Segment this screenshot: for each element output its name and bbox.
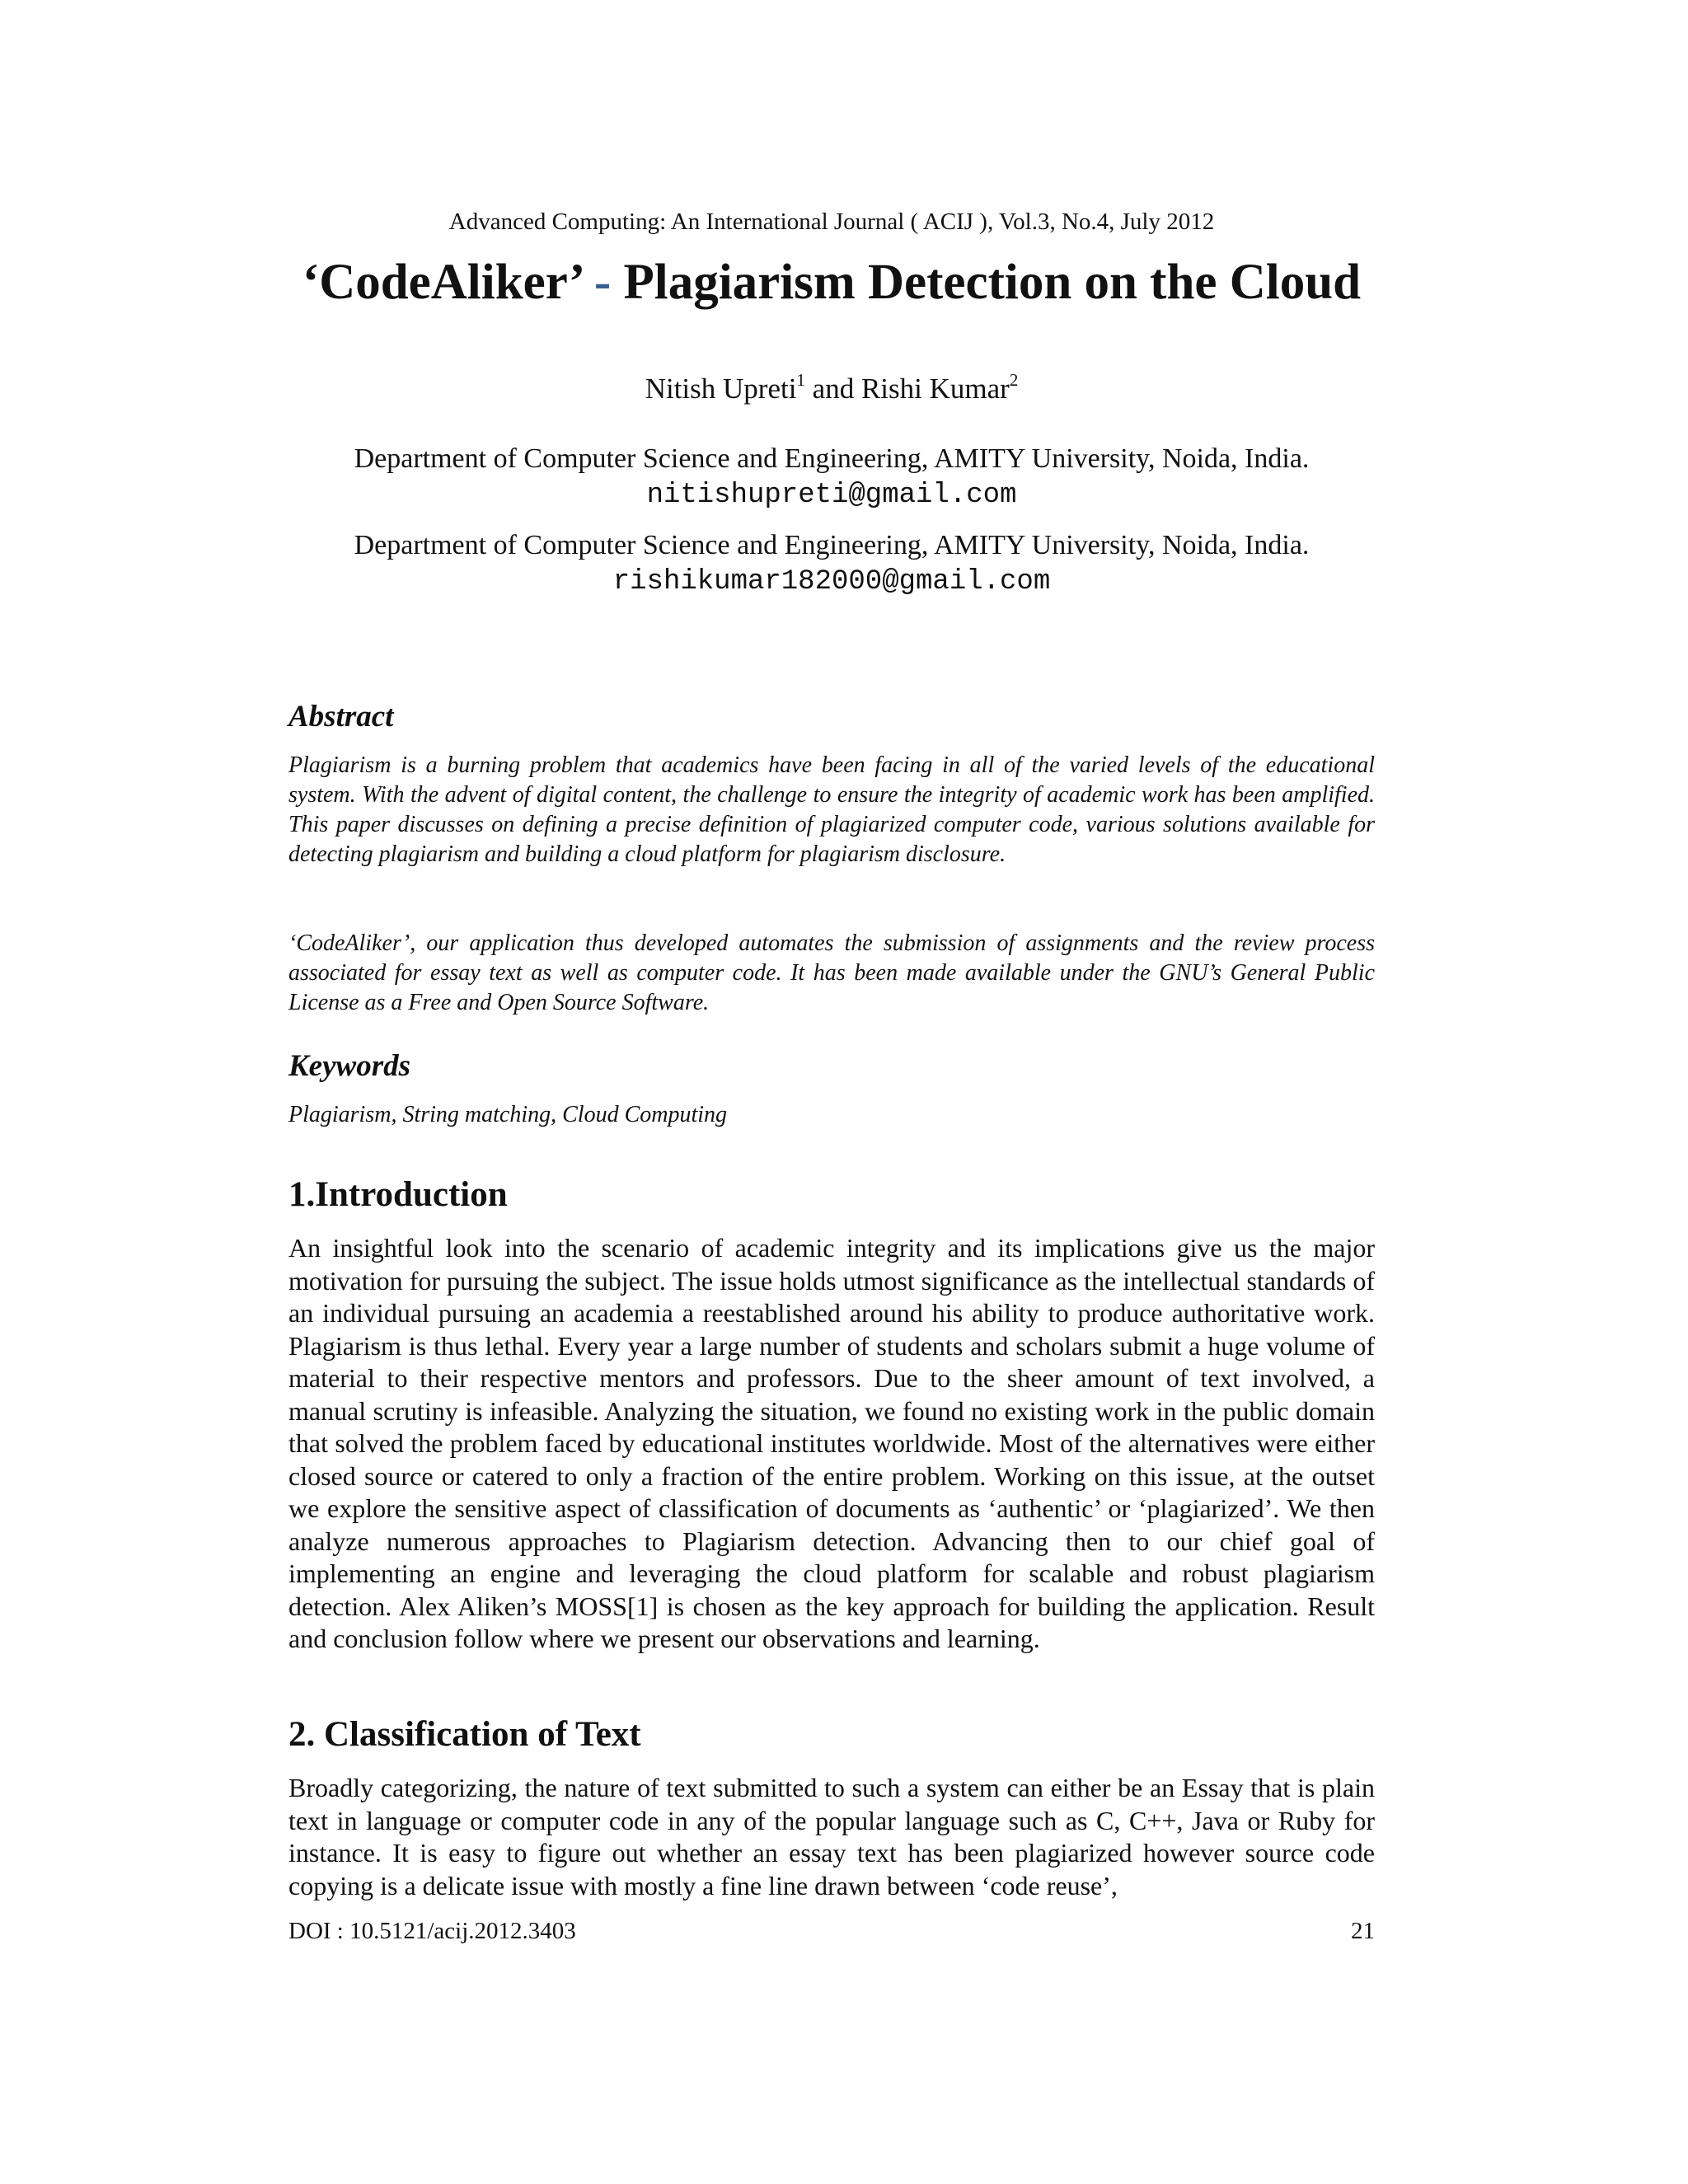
affiliation-2: Department of Computer Science and Engineering, AMITY University, Noida, India. xyxy=(354,530,1310,560)
author-line xyxy=(288,371,1375,407)
author-1: Nitish Upreti xyxy=(645,373,797,405)
doi: DOI : 10.5121/acij.2012.3403 xyxy=(288,1918,576,1944)
title-dash: - xyxy=(581,255,624,310)
abstract-paragraph-1: Plagiarism is a burning problem that academics have been facing in all of the varied levels of the educational system. With the advent of digital content, the challenge to ensure the integrity of academic work has been amplified. This paper discusses on defining a precise definition of plagiarized computer code, various solutions available for detecting plagiarism and building a cloud platform for plagiarism disclosure. xyxy=(288,752,1375,867)
keywords-heading: Keywords xyxy=(288,1049,410,1083)
email-2: rishikumar182000@gmail.com xyxy=(612,566,1051,598)
keywords-text: Plagiarism, String matching, Cloud Computing xyxy=(288,1102,728,1127)
section-heading-introduction: 1.Introduction xyxy=(288,1175,508,1214)
section-heading-classification: 2. Classification of Text xyxy=(288,1715,641,1754)
affiliation-1: Department of Computer Science and Engineering, AMITY University, Noida, India. xyxy=(354,443,1310,474)
section-body-introduction: An insightful look into the scenario of academic integrity and its implications give us the major motivation for pursuing the subject. The issue holds utmost significance as the intellectual standards of an individual pursuing an academia a reestablished around his ability to produce authoritative work. Plagiarism is thus lethal. Every year a large number of students and scholars submit a huge volume of material to their respective mentors and professors. Due to the sheer amount of text involved, a manual scrutiny is infeasible. Analyzing the situation, we found no existing work in the public domain that solved the problem faced by educational institutes worldwide. Most of the alternatives were either closed source or catered to only a fraction of the entire problem. Working on this issue, at the outset we explore the sensitive aspect of classification of documents as ‘authentic’ or ‘plagiarized’. We then analyze numerous approaches to Plagiarism detection. Advancing then to our chief goal of implementing an engine and leveraging the cloud platform for scalable and robust plagiarism detection. Alex Aliken’s MOSS[1] is chosen as the key approach for building the application. Result and conclusion follow where we present our observations and learning. xyxy=(288,1233,1375,1653)
title-part-2: Plagiarism Detection on the Cloud xyxy=(623,255,1362,310)
running-head: Advanced Computing: An International Journal ( ACIJ ), Vol.3, No.4, July 2012 xyxy=(448,209,1215,235)
author-1-superscript: 1 xyxy=(796,370,805,390)
email-1: nitishupreti@gmail.com xyxy=(646,480,1017,511)
page-number: 21 xyxy=(1351,1918,1375,1944)
title-part-1: ‘CodeAliker’ xyxy=(302,255,582,310)
abstract-paragraph-2: ‘CodeAliker’, our application thus developed automates the submission of assignments and the review process associated for essay text as well as computer code. It has been made available under the GNU’s General Public License as a Free and Open Source Software. xyxy=(288,930,1375,1015)
author-2-superscript: 2 xyxy=(1009,370,1019,390)
abstract-heading: Abstract xyxy=(288,700,394,733)
section-body-classification: Broadly categorizing, the nature of text submitted to such a system can either be an Essay that is plain text in language or computer code in any of the popular language such as C, C++, Java or Ruby for instance. It is easy to figure out whether an essay text has been plagiarized however source code copying is a delicate issue with mostly a fine line drawn between ‘code reuse’, xyxy=(288,1773,1375,1900)
paper-title xyxy=(288,251,1375,314)
author-conjunction: and Rishi Kumar xyxy=(804,373,1010,405)
